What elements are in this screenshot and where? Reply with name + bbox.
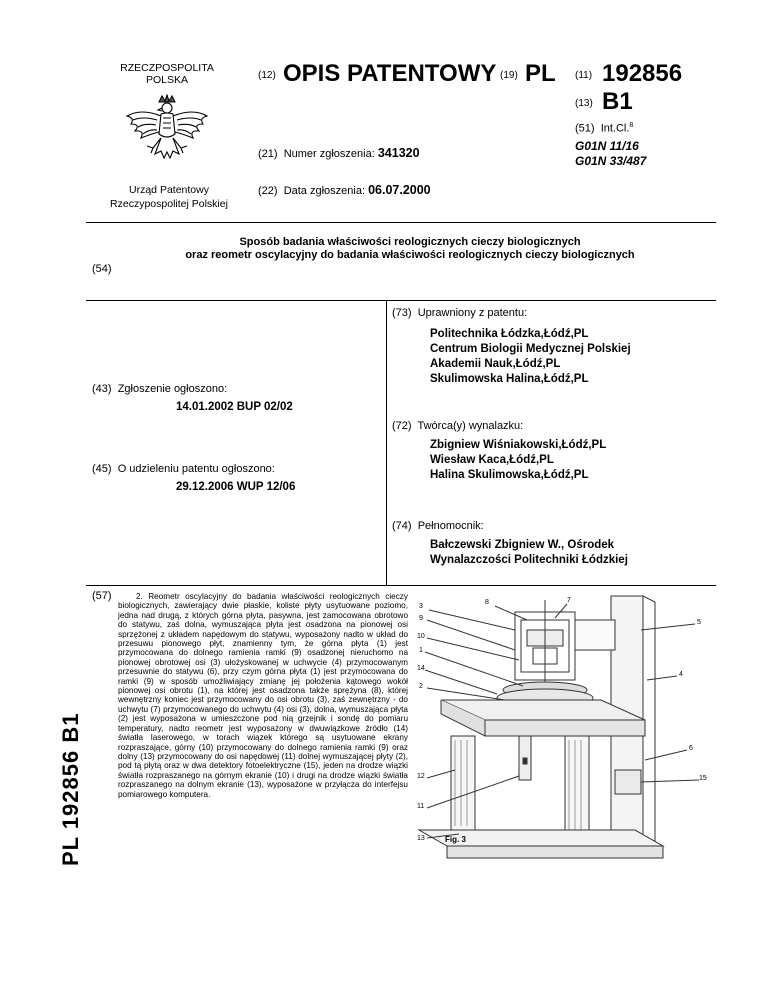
code-54: (54) bbox=[92, 263, 112, 275]
intcl-row bbox=[575, 122, 633, 135]
divider-claim bbox=[86, 585, 716, 586]
figure-label-3: 3 bbox=[419, 603, 423, 610]
publication-value: 14.01.2002 BUP 02/02 bbox=[176, 401, 293, 413]
code-72: (72) bbox=[392, 420, 412, 432]
code-11: (11) bbox=[575, 70, 593, 81]
eagle-emblem-icon bbox=[121, 94, 213, 176]
figure-label-10: 10 bbox=[417, 633, 425, 640]
patent-office-name bbox=[86, 183, 252, 211]
figure-label-12: 12 bbox=[417, 773, 425, 780]
country-name bbox=[112, 62, 222, 86]
figure-3-drawing bbox=[415, 590, 715, 862]
holder-2: Centrum Biologii Medycznej Polskiej bbox=[430, 343, 631, 355]
figure-label-5: 5 bbox=[697, 619, 701, 626]
filing-date: 06.07.2000 bbox=[368, 183, 431, 197]
classification-list bbox=[575, 139, 646, 169]
holder-4: Skulimowska Halina,Łódź,PL bbox=[430, 373, 589, 385]
application-label: Numer zgłoszenia: bbox=[283, 148, 375, 160]
code-21: (21) bbox=[258, 148, 278, 160]
figure-label-7: 7 bbox=[567, 597, 571, 604]
code-51: (51) bbox=[575, 122, 595, 135]
application-number-row bbox=[258, 146, 420, 160]
figure-label-9: 9 bbox=[419, 615, 423, 622]
claim-text bbox=[118, 592, 408, 799]
inventors bbox=[430, 438, 606, 483]
intcl-label: Int.Cl. bbox=[600, 122, 630, 135]
figure-label-2: 2 bbox=[419, 683, 423, 690]
code-19: (19) bbox=[500, 70, 518, 81]
figure-label-4: 4 bbox=[679, 671, 683, 678]
publication-row bbox=[92, 383, 227, 395]
patent-kind: B1 bbox=[602, 88, 633, 115]
patent-number: 192856 bbox=[602, 60, 683, 87]
attorney bbox=[430, 538, 628, 568]
inventor-label: Twórca(y) wynalazku: bbox=[417, 420, 524, 432]
attorney-line-2: Wynalazczości Politechniki Łódzkiej bbox=[430, 554, 628, 566]
inventor-1: Zbigniew Wiśniakowski,Łódź,PL bbox=[430, 439, 607, 451]
application-number: 341320 bbox=[377, 146, 420, 160]
figure-label-6: 6 bbox=[689, 745, 693, 752]
grant-row bbox=[92, 463, 275, 475]
inventor-2: Wiesław Kaca,Łódź,PL bbox=[430, 454, 554, 466]
inventor-3: Halina Skulimowska,Łódź,PL bbox=[430, 469, 589, 481]
claim-body: 2. Reometr oscylacyjny do badania właściwości reologicznych cieczy biologicznych, zawierający dwie płaskie, koliste płyty usytuowane poziomo, jedna nad drugą, z których górna płyta, pasywna, jest zamocowana obrotowo do statywu, zaś dolna, wymuszająca płyta jest osadzona na pionowej osi sprzężonej z układem napędowym do statywu, wyposażony nadto w układ do przesuwu pionowego płyt, znamienny tym, że górna płyta (1) jest przymocowana do dolnego ramienia ramki (9) osadzonej nieruchomo na pionowej obrotowej osi (3) ułożyskowanej w uchwycie (4) przymocowanym przesuwnie do statywu (6), przy czym górna płyta (1) jest przymocowana do ramki (9) w sposób umożliwiający zmianę jej położenia kątowego wokół pionowej osi obrotu (1), na której jest osadzona także sprężyna (8), której wewnętrzny koniec jest przymocowany do osi obrotu (3), zaś zewnętrzny - do uchwytu (7) przymocowanego do uchwytu (4) osi (3), dolna, wymuszająca płyta (2) jest wyposażona w umieszczone pod nią grzejnik i sondę do pomiaru temperatury, nadto reometr jest wyposażony w dwuwiązkowe źródło (14) światła laserowego, w torach wiązek którego są usytuowane ekrany rozpraszające, górny (10) przymocowany do dolnego ramienia ramki (9) oraz dolny (13) przymocowany do osi napędowej (11) dolnej wymuszającej płyty (2), pod tą płytą oraz w dwa detektory fotoelektryczne (15), jeden na drodze wiązki światła rozpraszanego na górnym ekranie (10) i drugi na drodze wiązki światła rozpraszanego na dolnym ekranie (13), wyposażone w przyłącza do interfejsu pomiarowego komputera. bbox=[118, 592, 408, 799]
country-line-1: RZECZPOSPOLITA bbox=[120, 62, 214, 74]
figure-label-1: 1 bbox=[419, 647, 423, 654]
patent-holders bbox=[430, 327, 631, 387]
grant-value: 29.12.2006 WUP 12/06 bbox=[176, 481, 296, 493]
divider-top bbox=[86, 222, 716, 223]
office-line-2: Rzeczypospolitej Polskiej bbox=[110, 198, 228, 210]
attorney-label: Pełnomocnik: bbox=[417, 520, 484, 532]
invention-title-line-2: oraz reometr oscylacyjny do badania właściwości reologicznych cieczy biologicznych bbox=[185, 249, 635, 261]
filing-label: Data zgłoszenia: bbox=[283, 185, 366, 197]
filing-date-row bbox=[258, 183, 431, 197]
invention-title-line-1: Sposób badania właściwości reologicznych cieczy biologicznych bbox=[239, 236, 581, 248]
country-line-2: POLSKA bbox=[145, 74, 189, 86]
intcl-version: 8 bbox=[629, 122, 634, 129]
invention-title bbox=[120, 236, 700, 262]
figure-label-15: 15 bbox=[699, 775, 707, 782]
classification-2: G01N 33/487 bbox=[575, 154, 647, 168]
office-line-1: Urząd Patentowy bbox=[129, 184, 209, 196]
figure-label-14: 14 bbox=[417, 665, 425, 672]
code-22: (22) bbox=[258, 185, 278, 197]
figure-caption: Fig. 3 bbox=[445, 835, 466, 844]
holder-row bbox=[392, 307, 527, 319]
code-74: (74) bbox=[392, 520, 412, 532]
holder-1: Politechnika Łódzka,Łódź,PL bbox=[430, 328, 589, 340]
grant-label: O udzieleniu patentu ogłoszono: bbox=[117, 463, 275, 475]
code-12: (12) bbox=[258, 70, 276, 81]
side-patent-label: PL 192856 B1 bbox=[58, 712, 83, 866]
publication-label: Zgłoszenie ogłoszono: bbox=[117, 383, 228, 395]
code-45: (45) bbox=[92, 463, 112, 475]
code-57: (57) bbox=[92, 590, 112, 602]
figure-label-13: 13 bbox=[417, 835, 425, 842]
document-type: OPIS PATENTOWY bbox=[283, 60, 497, 87]
attorney-line-1: Bałczewski Zbigniew W., Ośrodek bbox=[430, 539, 615, 551]
holder-3: Akademii Nauk,Łódź,PL bbox=[430, 358, 561, 370]
holder-label: Uprawniony z patentu: bbox=[417, 307, 528, 319]
figure-label-11: 11 bbox=[417, 803, 425, 810]
code-13: (13) bbox=[575, 98, 593, 109]
classification-1: G01N 11/16 bbox=[575, 139, 639, 153]
divider-vertical bbox=[386, 300, 387, 585]
code-43: (43) bbox=[92, 383, 112, 395]
divider-title bbox=[86, 300, 716, 301]
code-73: (73) bbox=[392, 307, 412, 319]
inventor-row bbox=[392, 420, 523, 432]
attorney-row bbox=[392, 520, 484, 532]
country-code: PL bbox=[525, 60, 556, 87]
figure-label-8: 8 bbox=[485, 599, 489, 606]
